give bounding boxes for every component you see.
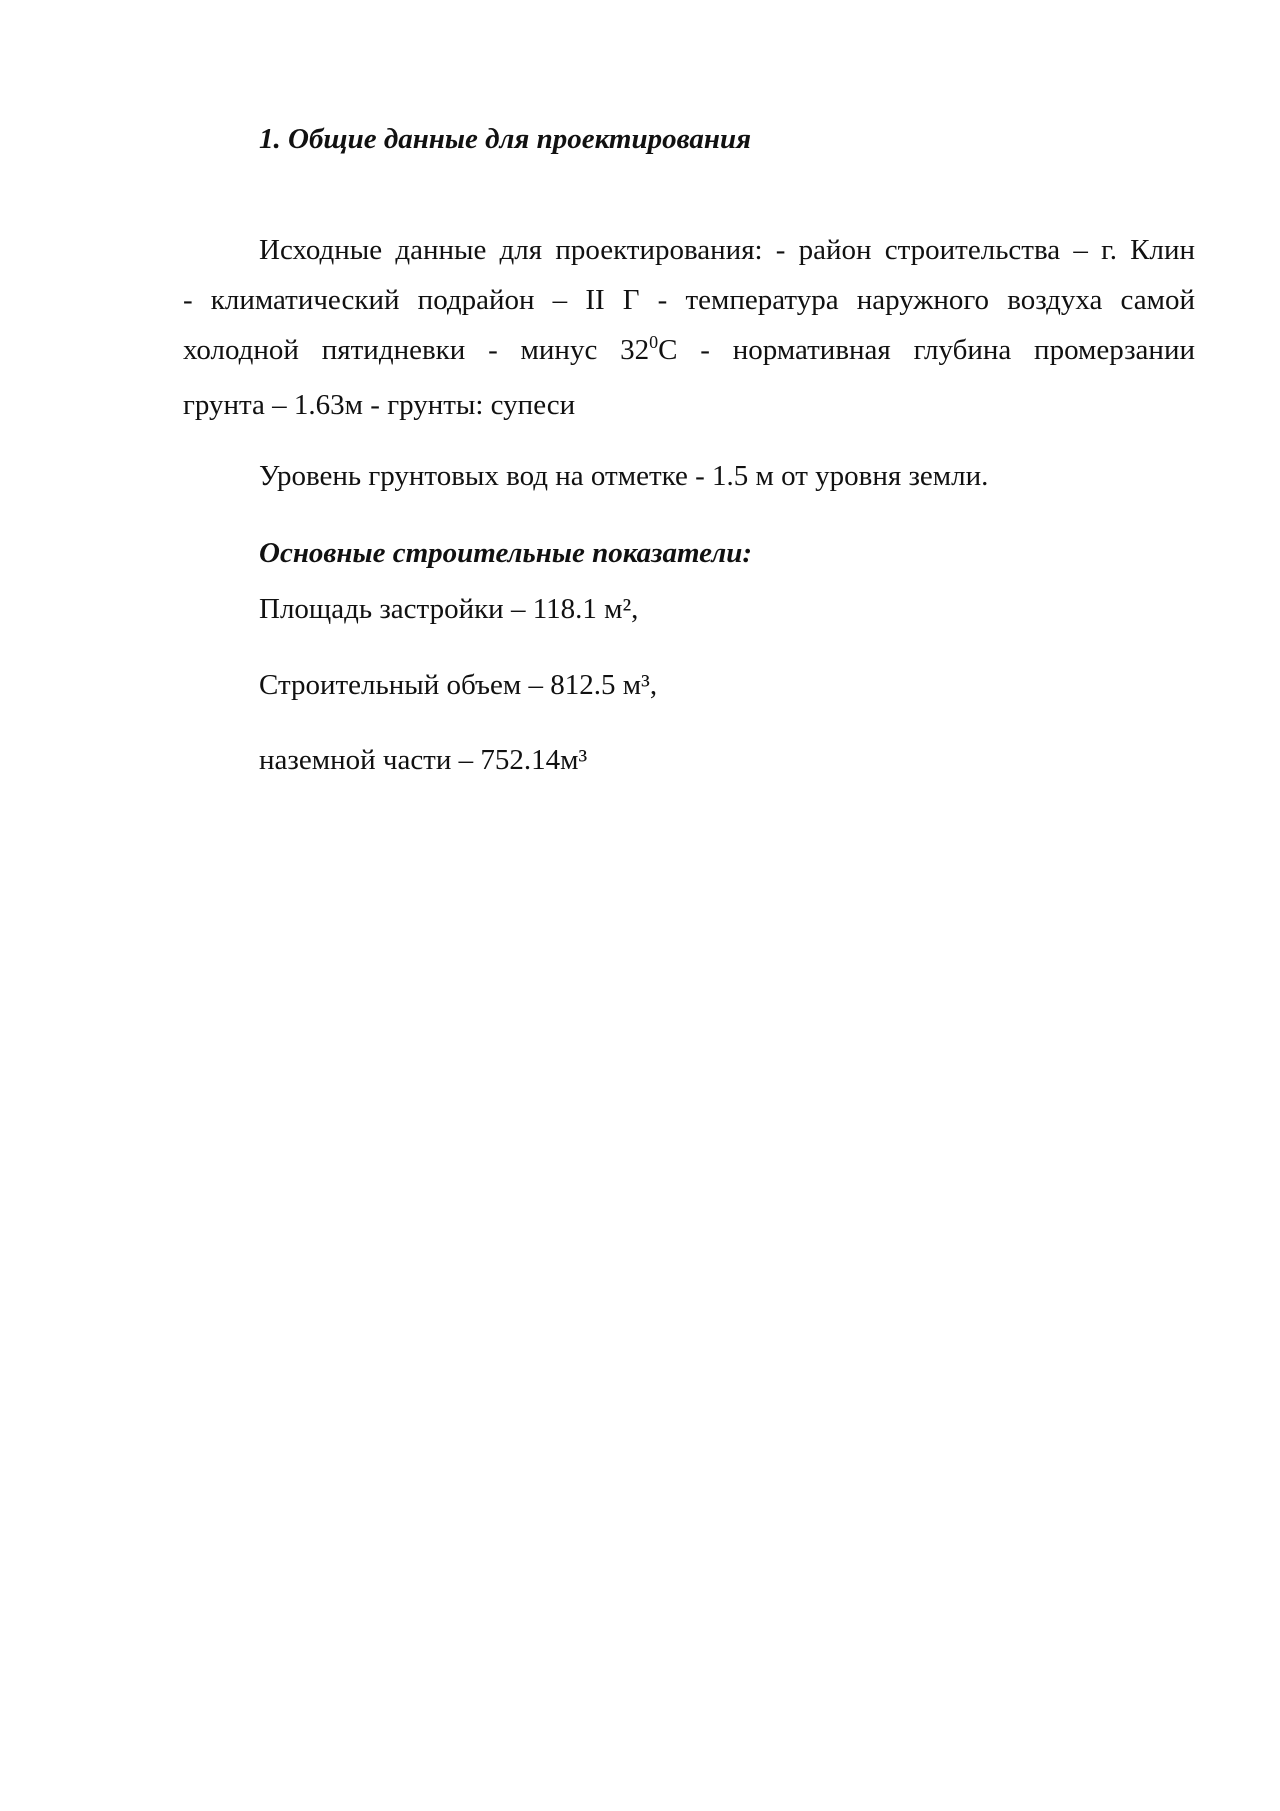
intro-line-3-start: холодной пятидневки - минус 32 (183, 334, 650, 366)
building-area-line: Площадь застройки – 118.1 м², (259, 593, 639, 625)
section-title: 1. Общие данные для проектирования (259, 123, 752, 155)
groundwater-line: Уровень грунтовых вод на отметке - 1.5 м от уровня земли. (259, 460, 989, 492)
building-volume-line: Строительный объем – 812.5 м³, (259, 669, 658, 701)
intro-line-1: Исходные данные для проектирования: - район строительства – г. Клин (259, 234, 1195, 266)
intro-line-4: грунта – 1.63м - грунты: супеси (183, 389, 576, 421)
intro-line-2: - климатический подрайон – II Г - температура наружного воздуха самой (183, 284, 1195, 316)
intro-line-3-end: С - нормативная глубина промерзании (658, 334, 1195, 366)
degree-superscript: 0 (649, 332, 659, 352)
above-ground-volume-line: наземной части – 752.14м³ (259, 744, 588, 776)
indicators-heading: Основные строительные показатели: (259, 537, 752, 569)
intro-line-3 (183, 332, 1195, 366)
